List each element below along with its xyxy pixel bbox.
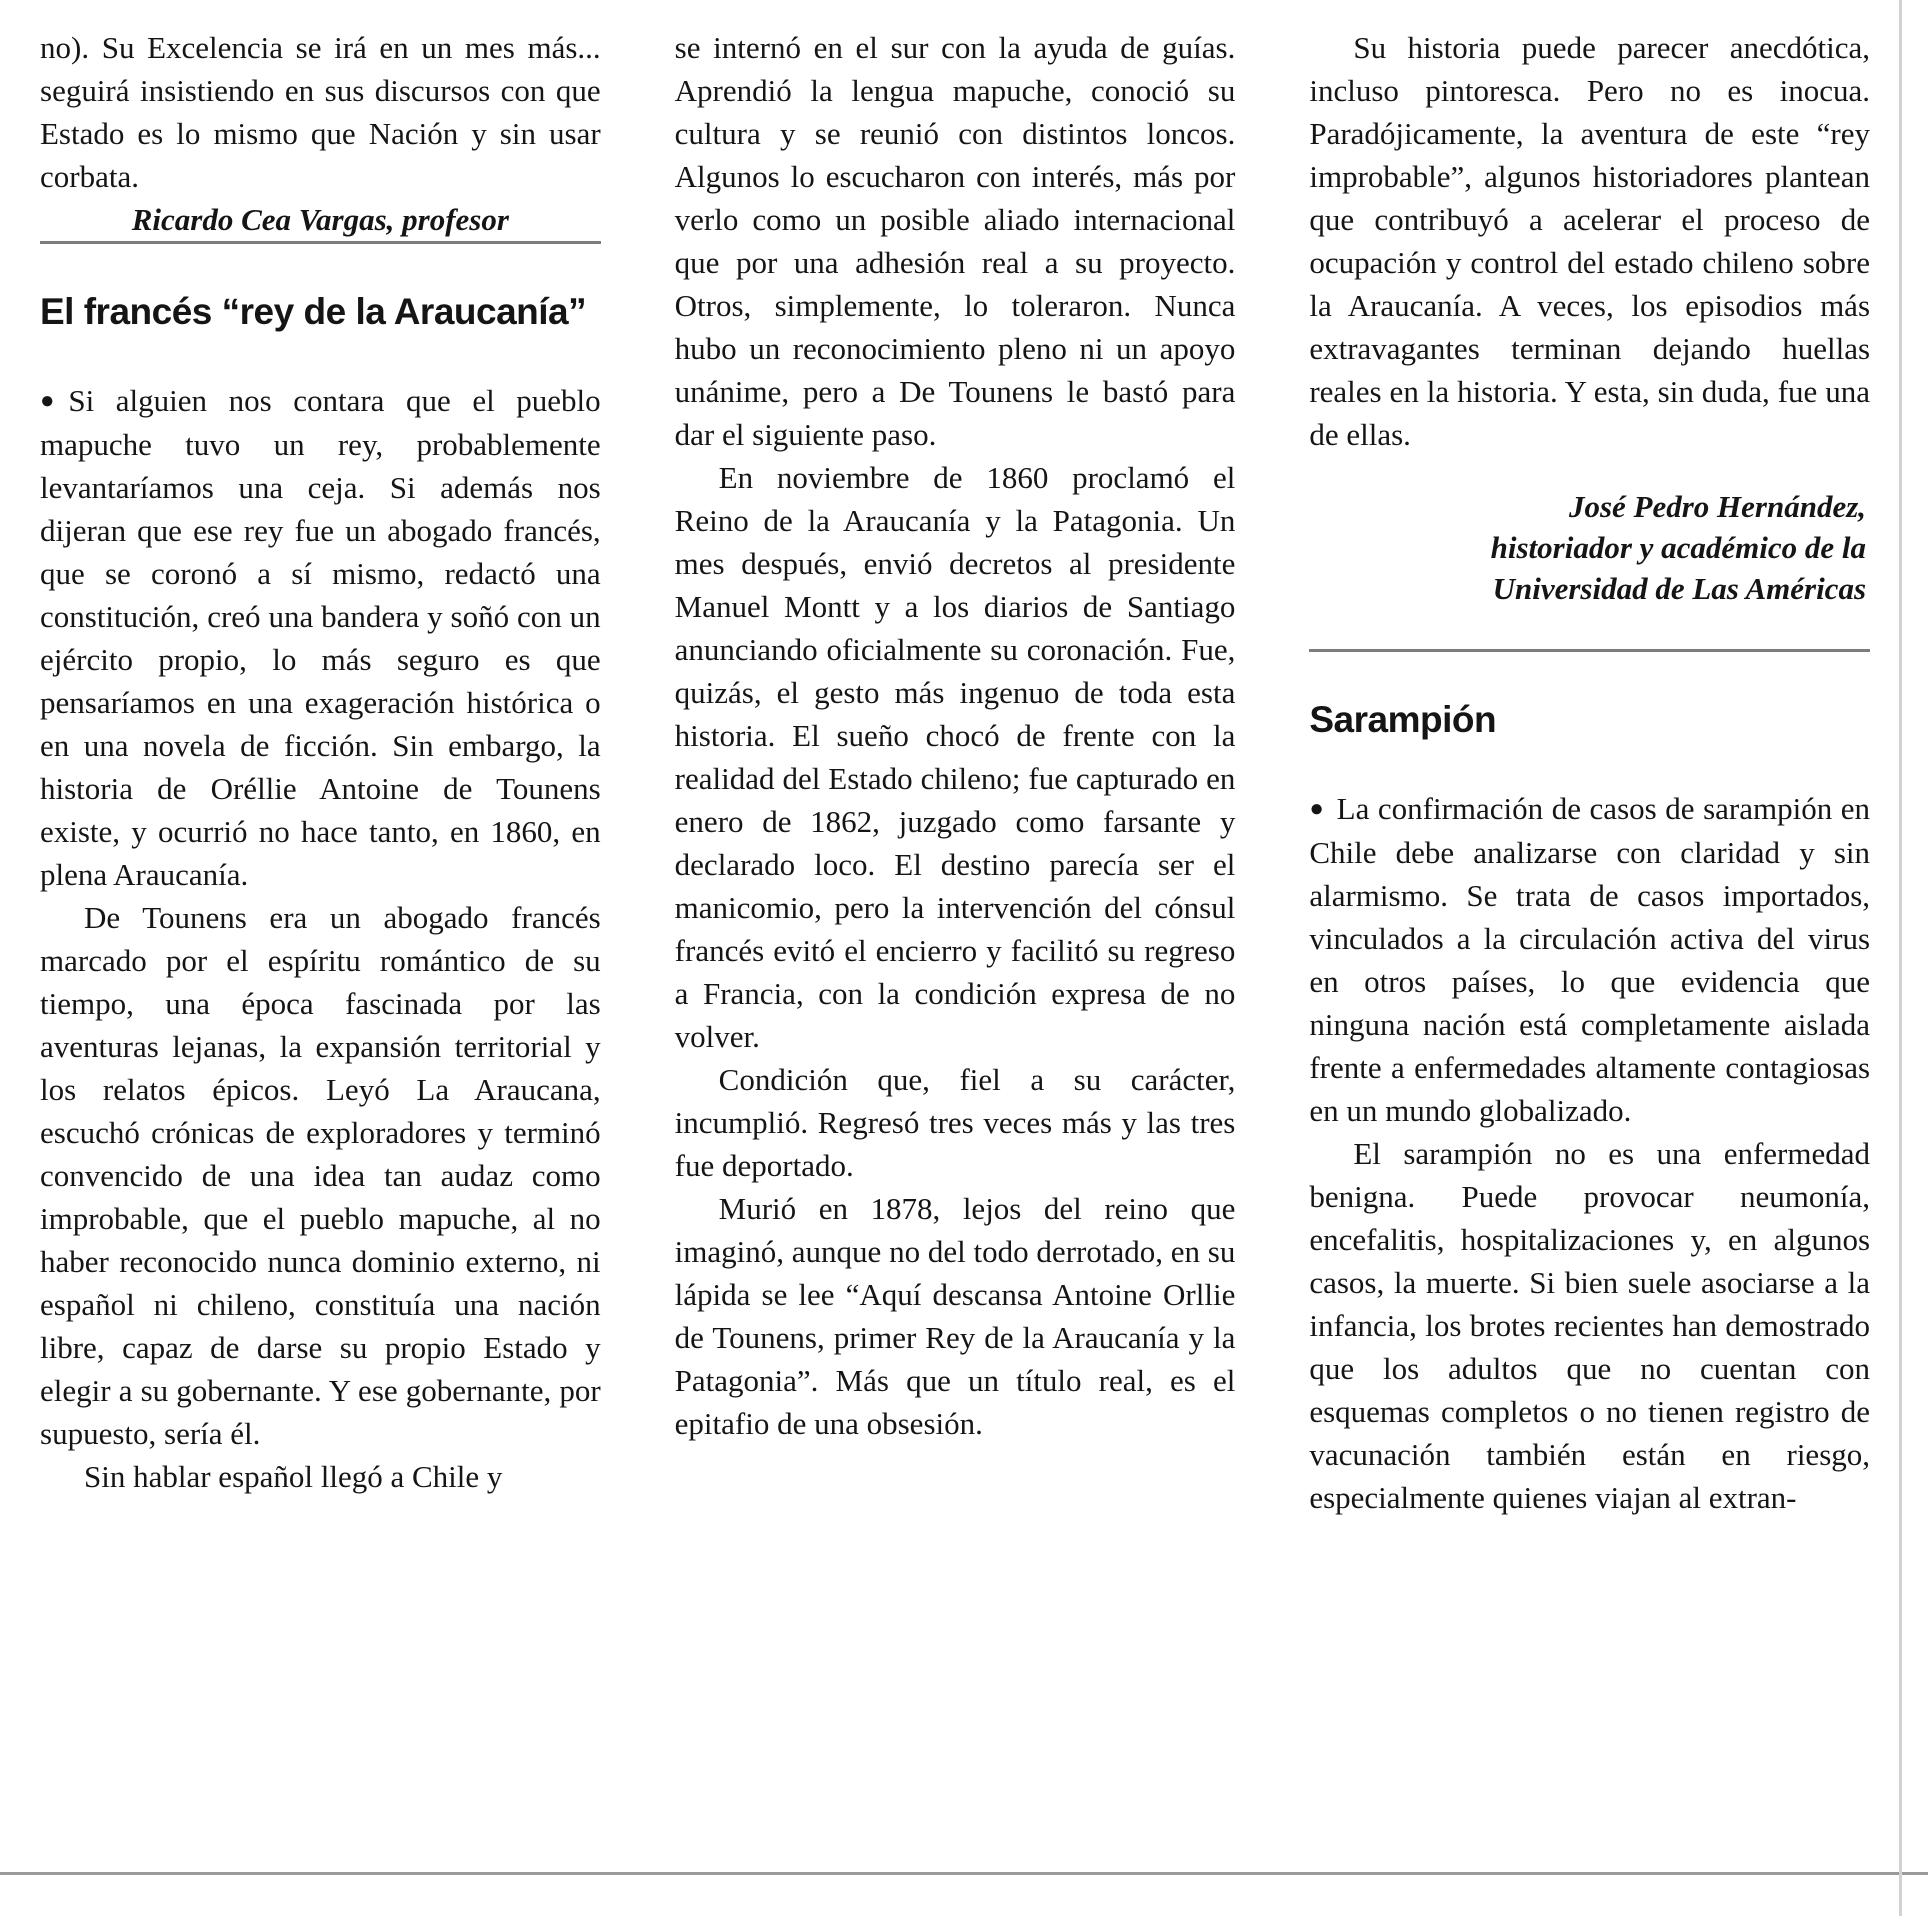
bullet-icon: ● — [1309, 796, 1325, 822]
paragraph: De Tounens era un abogado francés marcado por el espíritu romántico de su tiempo, una época fascinada por las aventuras lejanas, la expansión territorial y los relatos épicos. Leyó La Araucana, escuchó crónicas de exploradores y terminó convencido de una idea tan audaz como improbable, que el pueblo mapuche, al no haber reconocido nunca dominio externo, ni español ni chileno, constituía una nación libre, capaz de darse su propio Estado y elegir a su gobernante. Y ese gobernante, por supuesto, sería él. — [40, 900, 601, 1451]
lead-paragraph — [40, 379, 601, 896]
column-middle — [675, 26, 1236, 1519]
page-edge-line — [1899, 0, 1902, 1916]
paragraph: Sin hablar español llegó a Chile y — [84, 1459, 503, 1494]
column-right — [1309, 26, 1870, 1519]
letter-continuation-text: no). Su Excelencia se irá en un mes más... seguirá insistiendo en sus discursos con que Estado es lo mismo que Nación y sin usar corbata. — [40, 30, 601, 194]
paragraph: En noviembre de 1860 proclamó el Reino de la Araucanía y la Patagonia. Un mes después, envió decretos al presidente Manuel Montt y a los diarios de Santiago anunciando oficialmente su coronación. Fue, quizás, el gesto más ingenuo de toda esta historia. El sueño chocó de frente con la realidad del Estado chileno; fue capturado en enero de 1862, juzgado como farsante y declarado loco. El destino parecía ser el manicomio, pero la intervención del cónsul francés evitó el encierro y facilitó su regreso a Francia, con la condición expresa de no volver. — [674, 460, 1236, 1054]
column-left — [40, 26, 601, 1519]
letter-heading-araucania: El francés “rey de la Araucanía” — [40, 291, 587, 332]
paragraph: Su historia puede parecer anecdótica, incluso pintoresca. Pero no es inocua. Paradójicamente, la aventura de este “rey improbable”, algunos historiadores plantean que contribuyó a acelerar el proceso de ocupación y control del estado chileno sobre la Araucanía. A veces, los episodios más extravagantes terminan dejando huellas reales en la historia. Y esta, sin duda, fue una de ellas. — [1309, 30, 1871, 452]
letter-heading-sarampion: Sarampión — [1309, 699, 1497, 740]
signature-line: historiador y académico de la — [1490, 530, 1867, 565]
signature-line: Universidad de Las Américas — [1492, 571, 1867, 606]
section-divider — [40, 241, 601, 244]
paragraph: Condición que, fiel a su carácter, incumplió. Regresó tres veces más y las tres fue deportado. — [674, 1062, 1236, 1183]
page-bottom-rule — [0, 1872, 1928, 1875]
paragraph: Murió en 1878, lejos del reino que imaginó, aunque no del todo derrotado, en su lápida se lee “Aquí descansa Antoine Orllie de Tounens, primer Rey de la Araucanía y la Patagonia”. Más que un título real, es el epitafio de una obsesión. — [674, 1191, 1236, 1441]
paragraph: El sarampión no es una enfermedad benigna. Puede provocar neumonía, encefalitis, hospitalizaciones y, en algunos casos, la muerte. Si bien suele asociarse a la infancia, los brotes recientes han demostrado que los adultos que no cuentan con esquemas completos o no tienen registro de vacunación también están en riesgo, especialmente quienes viajan al extran- — [1309, 1136, 1871, 1515]
paragraph-continuation: se internó en el sur con la ayuda de guías. Aprendió la lengua mapuche, conoció su cultura y se reunió con distintos loncos. Algunos lo escucharon con interés, más por verlo como un posible aliado internacional que por una adhesión real a su proyecto. Otros, simplemente, lo toleraron. Nunca hubo un reconocimiento pleno ni un apoyo unánime, pero a De Tounens le bastó para dar el siguiente paso. — [674, 30, 1236, 452]
section-divider — [1309, 649, 1870, 652]
signature-line: José Pedro Hernández, — [1568, 489, 1867, 524]
lead-text: La confirmación de casos de sarampión en Chile debe analizarse con claridad y sin alarmismo. Se trata de casos importados, vinculados a la circulación activa del virus en otros países, lo que evidencia que ninguna nación está completamente aislada frente a enfermedades altamente contagiosas en un mundo globalizado. — [1309, 791, 1871, 1128]
letter-signature — [1309, 486, 1866, 609]
lead-paragraph — [1309, 787, 1870, 1132]
letter-signature: Ricardo Cea Vargas, profesor — [131, 202, 509, 237]
bullet-icon: ● — [40, 388, 69, 414]
lead-text: Si alguien nos contara que el pueblo mapuche tuvo un rey, probablemente levantaríamos una ceja. Si además nos dijeran que ese rey fue un abogado francés, que se coronó a sí mismo, redactó una constitución, creó una bandera y soñó con un ejército propio, lo más seguro es que pensaríamos en una exageración histórica o en una novela de ficción. Sin embargo, la historia de Oréllie Antoine de Tounens existe, y ocurrió no hace tanto, en 1860, en plena Araucanía. — [40, 383, 601, 892]
